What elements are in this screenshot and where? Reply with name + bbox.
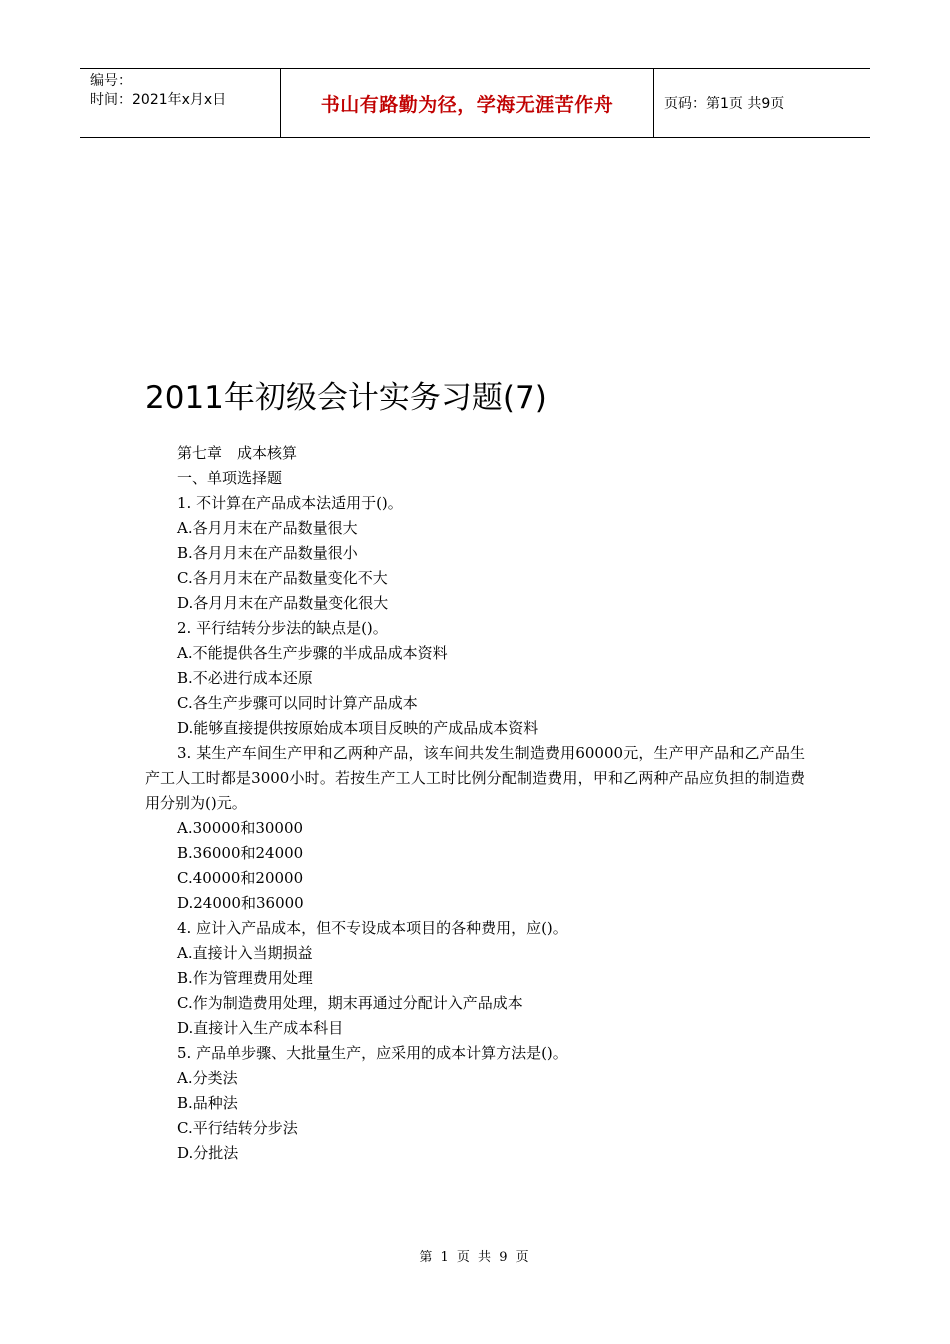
option-line: A.不能提供各生产步骤的半成品成本资料 <box>177 644 448 662</box>
option-line: B.不必进行成本还原 <box>177 669 313 687</box>
option-line: A.各月月末在产品数量很大 <box>177 519 358 537</box>
option-line: C.作为制造费用处理，期末再通过分配计入产品成本 <box>177 994 523 1012</box>
option-line: B.36000和24000 <box>177 844 304 862</box>
option-line: D.能够直接提供按原始成本项目反映的产成品成本资料 <box>177 719 539 737</box>
option-line: B.作为管理费用处理 <box>177 969 313 987</box>
document-title: 2011年初级会计实务习题(7) <box>145 380 547 416</box>
option-line: D.分批法 <box>177 1144 239 1162</box>
date-label: 时间：2021年x月x日 <box>90 92 227 108</box>
question-3: 3. 某生产车间生产甲和乙两种产品，该车间共发生制造费用60000元，生产甲产品和乙产品生产工人工时都是3000小时。若按生产工人工时比例分配制造费用，甲和乙两种产品应负担的制造费用分别为()元。 <box>145 744 805 812</box>
number-label: 编号： <box>90 73 132 89</box>
option-line: A.分类法 <box>177 1069 238 1087</box>
option-line: B.各月月末在产品数量很小 <box>177 544 358 562</box>
option-line: D.直接计入生产成本科目 <box>177 1019 344 1037</box>
question-2: 2. 平行结转分步法的缺点是()。 <box>177 619 388 637</box>
page-footer: 第 1 页 共 9 页 <box>419 1250 531 1265</box>
section-heading: 一、单项选择题 <box>177 469 283 487</box>
header-motto: 书山有路勤为径，学海无涯苦作舟 <box>281 69 654 137</box>
option-line: C.各生产步骤可以同时计算产品成本 <box>177 694 418 712</box>
option-line: C.各月月末在产品数量变化不大 <box>177 569 388 587</box>
header-meta <box>80 69 281 137</box>
option-line: A.30000和30000 <box>177 819 304 837</box>
header-page-info: 页码：第1页 共9页 <box>664 96 785 112</box>
option-line: B.品种法 <box>177 1094 238 1112</box>
page-header <box>80 68 870 138</box>
option-line: C.平行结转分步法 <box>177 1119 298 1137</box>
question-1: 1. 不计算在产品成本法适用于()。 <box>177 494 403 512</box>
document-body <box>145 441 805 1166</box>
question-4: 4. 应计入产品成本，但不专设成本项目的各种费用，应()。 <box>177 919 568 937</box>
option-line: D.24000和36000 <box>177 894 304 912</box>
question-5: 5. 产品单步骤、大批量生产，应采用的成本计算方法是()。 <box>177 1044 568 1062</box>
option-line: D.各月月末在产品数量变化很大 <box>177 594 389 612</box>
option-line: A.直接计入当期损益 <box>177 944 313 962</box>
option-line: C.40000和20000 <box>177 869 304 887</box>
chapter-heading: 第七章 成本核算 <box>177 444 298 462</box>
